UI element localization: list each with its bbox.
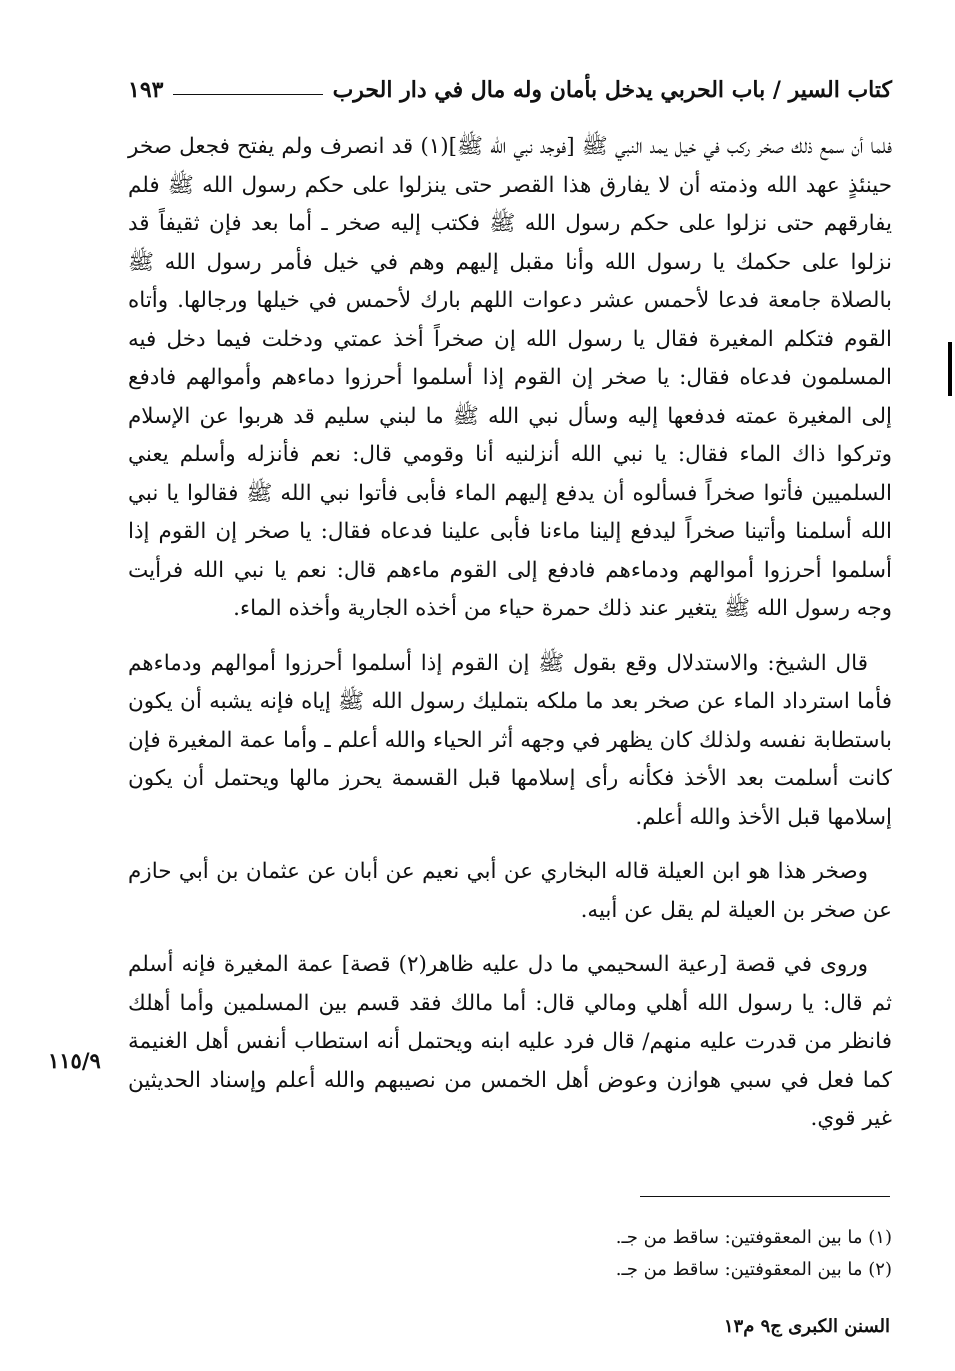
footnote-1: (١) ما بين المعقوفتين: ساقط من جـ.: [615, 1227, 892, 1248]
header-title: كتاب السير / باب الحربي يدخل بأمان وله مال في دار الحرب: [332, 77, 892, 103]
margin-marker-bar: [948, 342, 952, 396]
footnote-2: (٢) ما بين المعقوفتين: ساقط من جـ.: [615, 1259, 892, 1280]
paragraph-3: وصخر هذا هو ابن العيلة قاله البخاري عن أبي نعيم عن أبان عن عثمان بن أبي حازم عن صخر بن العيلة لم يقل عن أبيه.: [128, 859, 892, 923]
paragraph-1: فلما أن سمع ذلك صخر ركب في خيل يمد النبي ﷺ [فوجد نبي الله ﷺ](١) قد انصرف ولم يفتح فجعل صخر حينئذٍ عهد الله وذمته أن لا يفارق هذا القصر حتى ينزلوا على حكم رسول الله ﷺ فلم يفارقهم حتى نزلوا على حكم رسول الله ﷺ فكتب إليه صخر ـ أما بعد فإن ثقيفاً قد نزلوا على حكمك يا رسول الله وأنا مقبل إليهم وهم في خيل فأمر رسول الله ﷺ بالصلاة جامعة فدعا لأحمس عشر دعوات اللهم بارك لأحمس في خيلها ورجالها. وأتاه القوم فتكلم المغيرة فقال يا رسول الله إن صخراً أخذ عمتي ودخلت فيما دخل فيه المسلمون فدعاه فقال: يا صخر إن القوم إذا أسلموا أحرزوا دماءهم وأموالهم فادفع إلى المغيرة عمته فدفعها إليه وسأل نبي الله ﷺ ما لبني سليم قد هربوا عن الإسلام وتركوا ذاك الماء فقال: يا نبي الله أنزلنيه أنا وقومي قال: نعم فأنزله وأسلم يعني السلميين فأتوا صخراً فسألوه أن يدفع إليهم الماء فأبى فأتوا نبي الله ﷺ فقالوا يا نبي الله أسلمنا وأتينا صخراً ليدفع إلينا ماءنا فأبى علينا فدعاه فقال: يا صخر إن القوم إذا أسلموا أحرزوا أموالهم ودماءهم فادفع إلى القوم ماءهم قال: نعم يا نبي الله فرأيت وجه رسول الله ﷺ يتغير عند ذلك حمرة حياء من أخذه الجارية وأخذه الماء.: [128, 134, 893, 621]
margin-reference: ١١٥/٩: [48, 1048, 101, 1073]
main-text: [128, 128, 892, 1155]
footnote-separator: [640, 1196, 890, 1197]
header-rule: [173, 94, 322, 95]
footnotes: [520, 1222, 892, 1286]
printer-signature: السنن الكبرى ج٩ م١٣: [723, 1316, 890, 1337]
running-header: [128, 70, 892, 110]
page-number: ١٩٣: [128, 77, 164, 103]
paragraph-4: وروى في قصة [رعية السحيمي ما دل عليه ظاهر(٢) قصة] عمة المغيرة فإنه أسلم ثم قال: يا رسول الله أهلي ومالي قال: أما مالك فقد قسم بين المسلمين وأما أهلك فانظر من قدرت عليه منهم/ قال فرد عليه ابنه ويحتمل أنه استطاب أنفس أهل الغنيمة كما فعل في سبي هوازن وعوض أهل الخمس من نصيبهم والله أعلم وإسناد الحديثين غير قوي.: [128, 952, 892, 1131]
paragraph-2: قال الشيخ: والاستدلال وقع بقول ﷺ إن القوم إذا أسلموا أحرزوا أموالهم ودماءهم فأما استرداد الماء عن صخر بعد ما ملكه بتمليك رسول الله ﷺ إياه فإنه يشبه أن يكون باستطابة نفسه ولذلك كان يظهر في وجهه أثر الحياء والله أعلم ـ وأما عمة المغيرة فإن كانت أسلمت بعد الأخذ فكأنه رأى إسلامها قبل القسمة يحرز مالها ويحتمل أن يكون إسلامها قبل الأخذ والله أعلم.: [128, 650, 892, 830]
